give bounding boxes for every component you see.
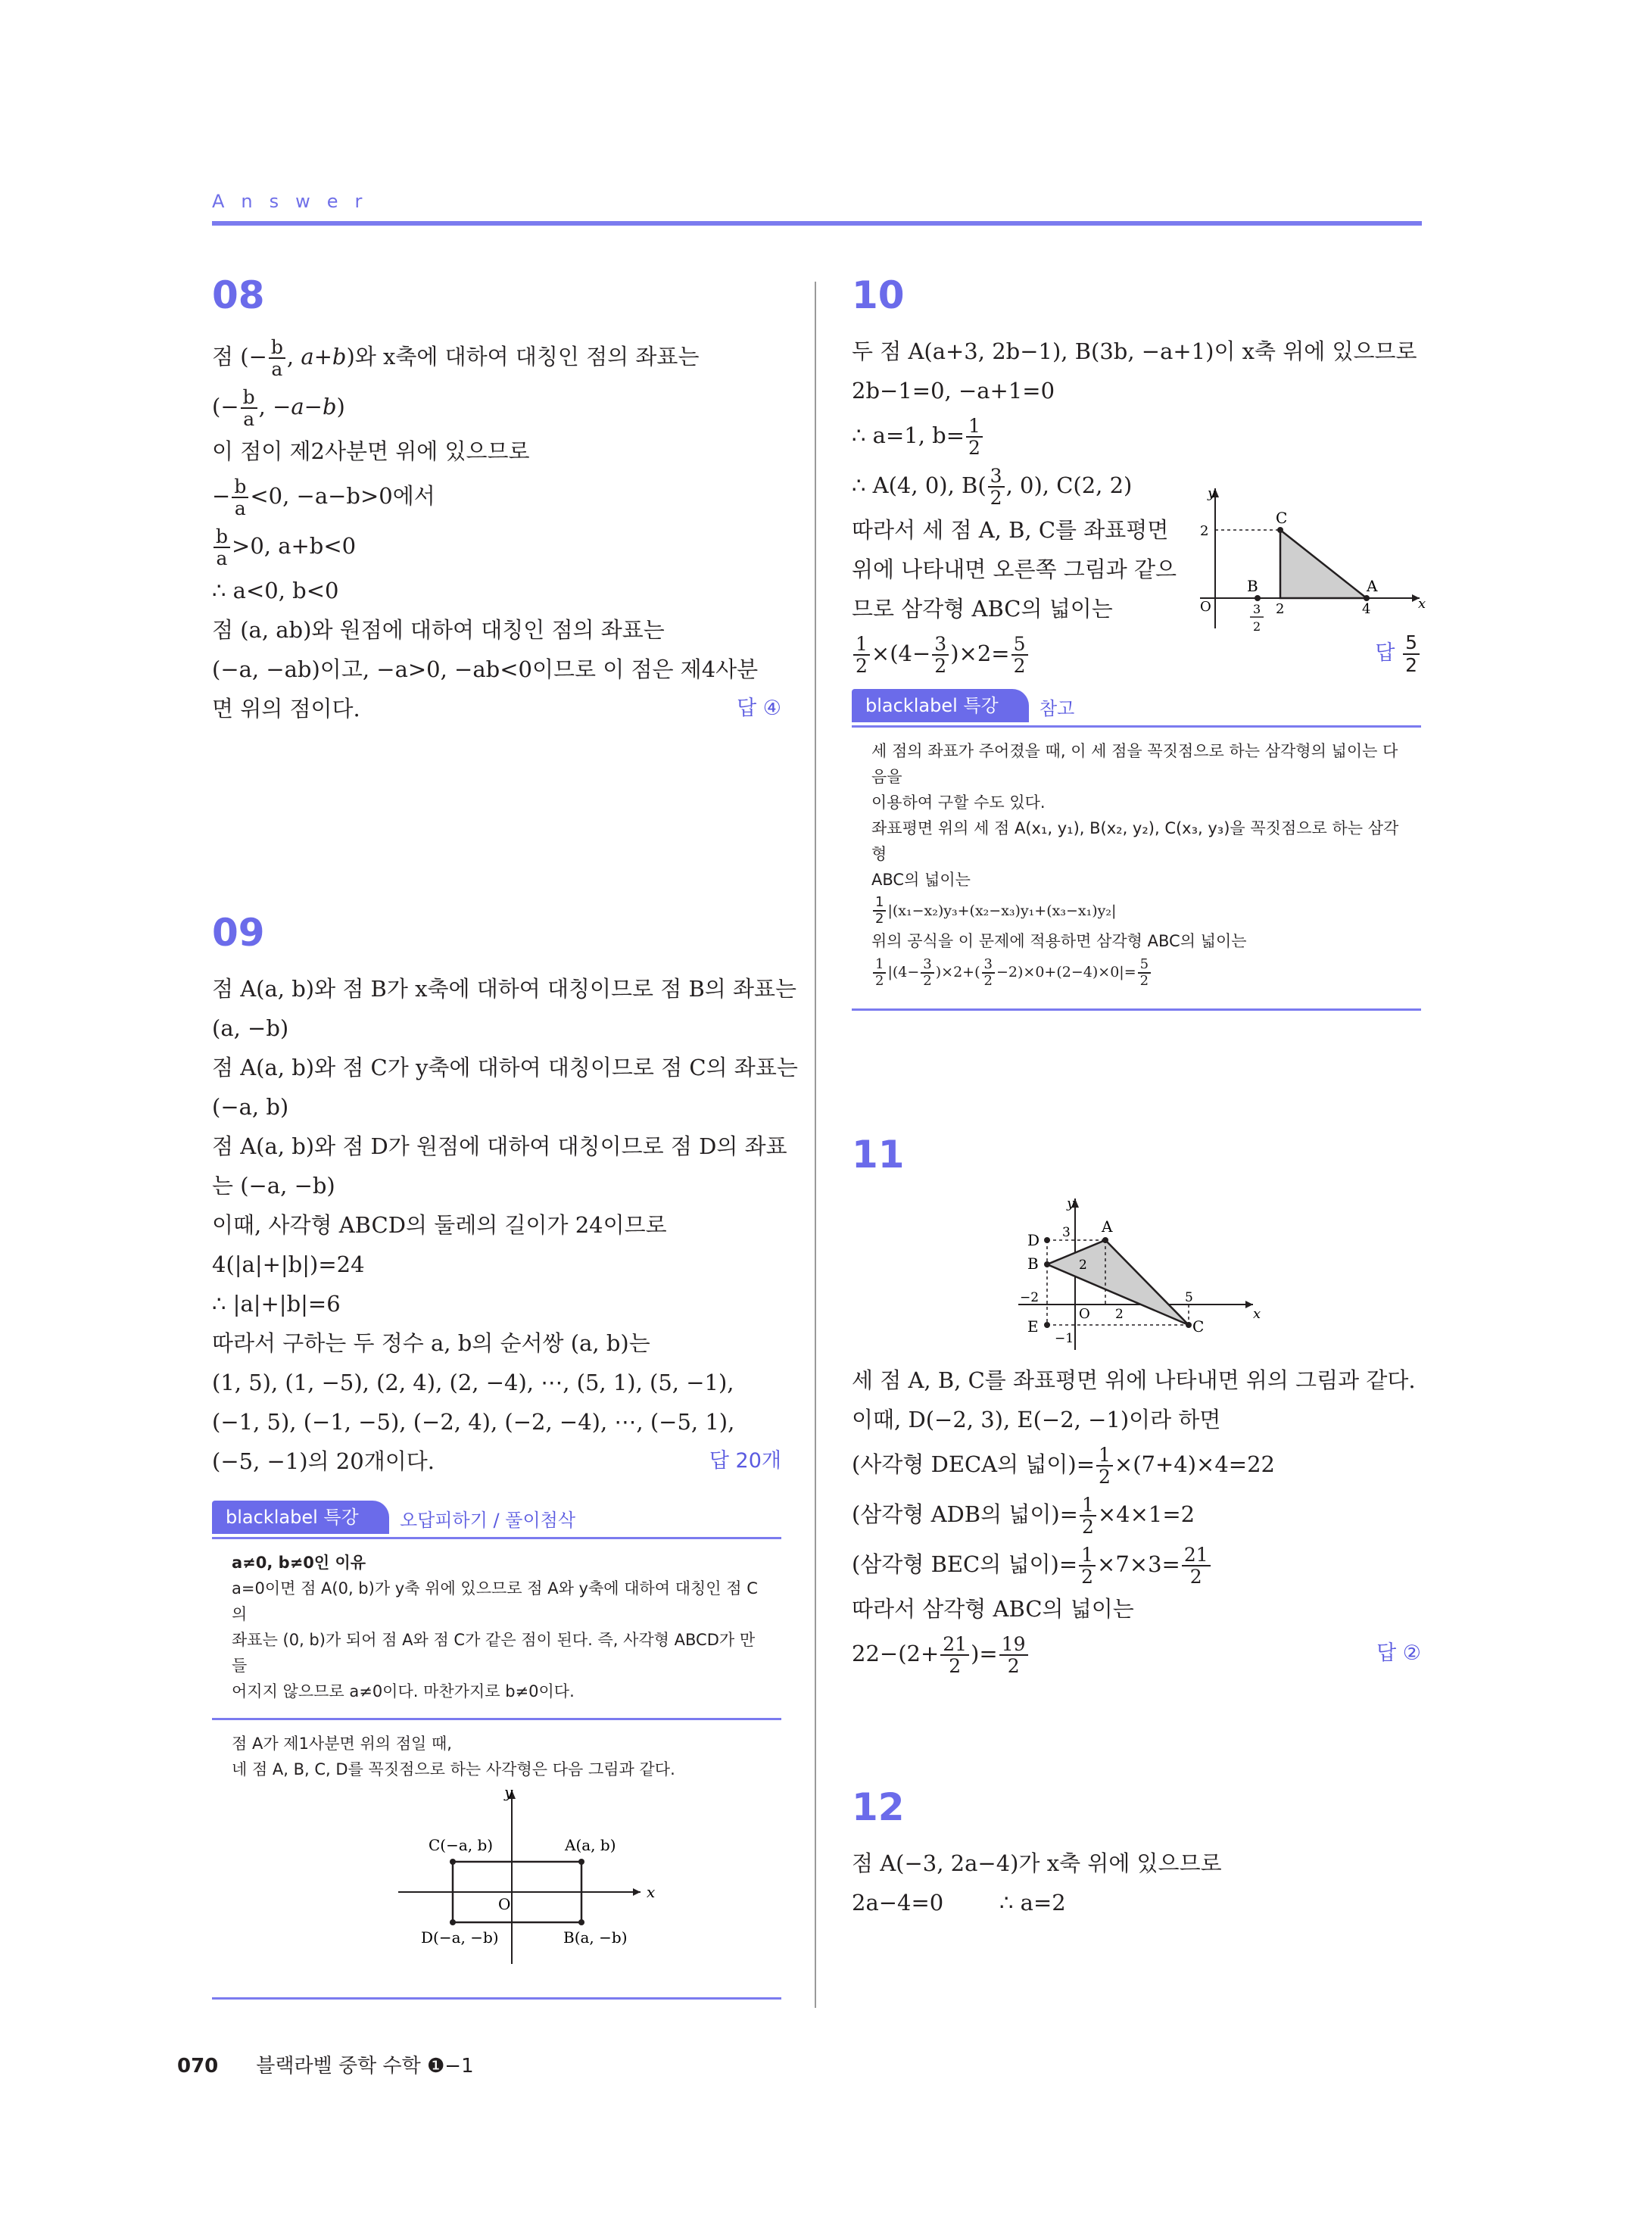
x-arrow [1245,1301,1253,1308]
q10-line-8: $\frac{1}{2}$ ×(4− $\frac{3}{2}$ )×2= $\frac{5}{2}$ 답 $\frac{5}{2}$ [852,628,1421,678]
q11-line-4: (삼각형 ADB의 넓이)= $\frac{1}{2}$ ×4×1=2 [852,1493,1195,1538]
answer-badge: 답 ④ [737,697,781,720]
q09-line: (1, 5), (1, −5), (2, 4), (2, −4), ⋯, (5, 1), (5, −1), [212,1370,734,1395]
q11-line-1: 세 점 A, B, C를 좌표평면 위에 나타내면 위의 그림과 같다. [852,1367,1416,1393]
q09-line: 는 (−a, −b) [212,1173,335,1199]
blacklabel-tag: blacklabel 특강 [212,1501,389,1534]
tick-x-5: 5 [1185,1290,1193,1305]
q09-line: ∴ |a|+|b|=6 [212,1291,341,1317]
q09-line: 점 A(a, b)와 점 D가 원점에 대하여 대칭이므로 점 D의 좌표 [212,1133,787,1159]
box-line: 위의 공식을 이 문제에 적용하면 삼각형 ABC의 넓이는 [871,932,1247,950]
q11-line-2: 이때, D(−2, 3), E(−2, −1)이라 하면 [852,1407,1221,1432]
box-line: 점 A가 제1사분면 위의 점일 때, [232,1735,452,1753]
question-number: 12 [852,1785,905,1829]
right-column [852,273,1426,1922]
blacklabel-box-header [212,1501,781,1537]
point-b [578,1919,584,1925]
point-e [1044,1322,1050,1328]
y-label: y [1208,485,1216,501]
origin-label: O [1079,1306,1090,1322]
label-c: C [1276,509,1288,527]
tick-x-4: 4 [1362,601,1371,617]
blacklabel-tag: blacklabel 특강 [852,689,1029,722]
label-c: C(−a, b) [429,1836,494,1854]
q09-line: 이때, 사각형 ABCD의 둘레의 길이가 24이므로 [212,1212,667,1238]
box-line: a=0이면 점 A(0, b)가 y축 위에 있으므로 점 A와 y축에 대하여 대칭인 점 C의 [232,1579,758,1623]
page-footer [177,2050,474,2078]
label-a: A [1102,1217,1113,1236]
box-line: 좌표는 (0, b)가 되어 점 A와 점 C가 같은 점이 된다. 즉, 사각형 ABCD가 만들 [232,1631,756,1675]
answer-badge: 답 ② [1376,1641,1421,1665]
box-formula: $\frac{1}{2}$ |(x₁−x₂)y₃+(x₂−x₃)y₁+(x₃−x₁)y₂| [871,893,1401,928]
question-09 [212,910,798,2000]
question-number: 10 [852,273,905,317]
point-b [1255,595,1261,601]
triangle-figure-10 [1185,481,1427,647]
origin-label: O [498,1895,511,1913]
q08-line-7: 점 (a, ab)와 원점에 대하여 대칭인 점의 좌표는 [212,617,665,643]
label-b: B [1027,1255,1039,1273]
q08-line-6: ∴ a<0, b<0 [212,578,339,603]
y-label: y [1067,1195,1075,1211]
x-arrow [633,1888,641,1896]
point-b [1044,1261,1050,1267]
q11-line-7: 22−(2+ $\frac{21}{2}$ )= $\frac{19}{2}$ 답 ② [852,1629,1421,1679]
q09-line: (a, −b) [212,1015,289,1041]
book-title: 블랙라벨 중학 수학 ❶−1 [256,2055,474,2078]
question-number: 08 [212,273,265,317]
blacklabel-subtitle: 오답피하기 / 풀이첨삭 [400,1510,575,1531]
point-c [450,1859,456,1865]
q10-line-3: ∴ a=1, b= $\frac{1}{2}$ [852,410,1421,460]
question-08 [212,273,781,728]
box-line: 어지지 않으므로 a≠0이다. 마찬가지로 b≠0이다. [232,1682,575,1700]
tick-x-3-den: 2 [1253,619,1261,634]
column-divider [815,282,816,2008]
answer-badge: 답 20개 [709,1449,781,1473]
q09-line: 점 A(a, b)와 점 B가 x축에 대하여 대칭이므로 점 B의 좌표는 [212,976,797,1002]
box-line: 세 점의 좌표가 주어졌을 때, 이 세 점을 꼭짓점으로 하는 삼각형의 넓이는 다음을 [871,742,1398,786]
header-rule [212,221,1422,226]
y-label: y [504,1783,513,1801]
x-label: x [1418,596,1426,612]
label-c: C [1192,1317,1205,1336]
q10-line-5: 따라서 세 점 A, B, C를 좌표평면 [852,517,1169,543]
blacklabel-box-header [852,689,1421,725]
blacklabel-box-body-2 [212,1720,781,1993]
label-a: A(a, b) [565,1836,616,1854]
tick-y-2: 2 [1200,523,1209,539]
label-a: A [1367,577,1378,595]
q08-line-8: (−a, −ab)이고, −a>0, −ab<0이므로 이 점은 제4사분 [212,656,759,682]
q08-line-3: 이 점이 제2사분면 위에 있으므로 [212,438,530,464]
tick-y-3: 3 [1062,1225,1071,1240]
triangle-figure-11 [1003,1191,1276,1358]
q10-line-7: 므로 삼각형 ABC의 넓이는 [852,596,1113,622]
triangle-abc [1280,530,1367,598]
point-d [1044,1237,1050,1243]
q09-line: (−1, 5), (−1, −5), (−2, 4), (−2, −4), ⋯, (−5, 1), [212,1409,735,1435]
box-formula-2: $\frac{1}{2}$ |(4− $\frac{3}{2}$ )×2+( $\frac{3}{2}$ −2)×0+(2−4)×0|= $\frac{5}{2}$ [871,954,1401,990]
q11-line-5: (삼각형 BEC의 넓이)= $\frac{1}{2}$ ×7×3= $\frac{21}{2}$ [852,1539,1421,1589]
box-line: ABC의 넓이는 [871,871,971,889]
q08-line-5: $\frac{b}{a}$ >0, a+b<0 [212,521,781,571]
box-line: 이용하여 구할 수도 있다. [871,793,1046,812]
x-label: x [1253,1306,1261,1322]
q08-line-1: 점 (− $\frac{b}{a}$ , a+b)와 x축에 대하여 대칭인 점의 좌표는 [212,335,700,380]
q08-line-4: − $\frac{b}{a}$ <0, −a−b>0에서 [212,475,435,519]
point-a [578,1859,584,1865]
question-10 [852,273,1426,1011]
left-column [212,273,798,2000]
blacklabel-box-body [212,1539,781,1718]
point-a [1102,1237,1108,1243]
point-d [450,1919,456,1925]
point-c [1186,1322,1192,1328]
box-rule [212,1997,781,2000]
q08-line-2: (− $\frac{b}{a}$ , −a−b) [212,385,345,430]
q09-line: 점 A(a, b)와 점 C가 y축에 대하여 대칭이므로 점 C의 좌표는 [212,1055,798,1080]
label-d: D [1027,1231,1040,1249]
q11-line-6: 따라서 삼각형 ABC의 넓이는 [852,1596,1134,1622]
label-e: E [1027,1317,1039,1336]
origin-label: O [1200,599,1211,615]
answer-badge: 답 $\frac{5}{2}$ [1375,628,1421,678]
question-number: 11 [852,1133,905,1177]
label-b: B(a, −b) [563,1928,628,1947]
x-label: x [647,1883,656,1901]
tick-y-2: 2 [1079,1258,1087,1273]
box-line: 네 점 A, B, C, D를 꼭짓점으로 하는 사각형은 다음 그림과 같다. [232,1760,675,1778]
q12-line-2: 2a−4=0 ∴ a=2 [852,1890,1066,1915]
q10-line-6: 위에 나타내면 오른쪽 그림과 같으 [852,556,1177,582]
q09-line: 4(|a|+|b|)=24 [212,1252,365,1277]
blacklabel-box-body [852,728,1421,1004]
q12-line-1: 점 A(−3, 2a−4)가 x축 위에 있으므로 [852,1850,1222,1876]
q11-line-3: (사각형 DECA의 넓이)= $\frac{1}{2}$ ×(7+4)×4=22 [852,1443,1275,1488]
q10-line-1: 두 점 A(a+3, 2b−1), B(3b, −a+1)이 x축 위에 있으므로 [852,338,1417,364]
tick-x-2: 2 [1115,1307,1124,1322]
rectangle-figure [232,1782,762,1972]
point-c [1277,527,1283,533]
header-label: Answer [212,191,379,212]
question-number: 09 [212,911,265,955]
blacklabel-subtitle: 참고 [1040,698,1075,719]
box-line: 좌표평면 위의 세 점 A(x₁, y₁), B(x₂, y₂), C(x₃, y₃)을 꼭짓점으로 하는 삼각형 [871,819,1399,863]
q10-line-4: ∴ A(4, 0), B( $\frac{3}{2}$ , 0), C(2, 2) [852,464,1133,509]
q09-line: (−a, b) [212,1094,289,1120]
page-number: 070 [177,2055,219,2078]
tick-x-2: 2 [1276,601,1285,617]
q08-line-9: 면 위의 점이다. 답 ④ [212,689,781,728]
box-rule [852,1008,1421,1011]
question-12 [852,1785,1421,1922]
tick-x-m2: −2 [1020,1290,1040,1305]
label-b: B [1247,577,1258,595]
box-title: a≠0, b≠0인 이유 [232,1554,366,1572]
question-11 [852,1132,1421,1679]
label-d: D(−a, −b) [421,1928,499,1947]
tick-y-m1: −1 [1055,1331,1074,1346]
tick-x-3-num: 3 [1253,602,1261,616]
q10-line-2: 2b−1=0, −a+1=0 [852,378,1055,404]
q09-line: (−5, −1)의 20개이다. 답 20개 [212,1442,781,1481]
point-a [1364,595,1370,601]
q09-line: 따라서 구하는 두 정수 a, b의 순서쌍 (a, b)는 [212,1330,650,1356]
